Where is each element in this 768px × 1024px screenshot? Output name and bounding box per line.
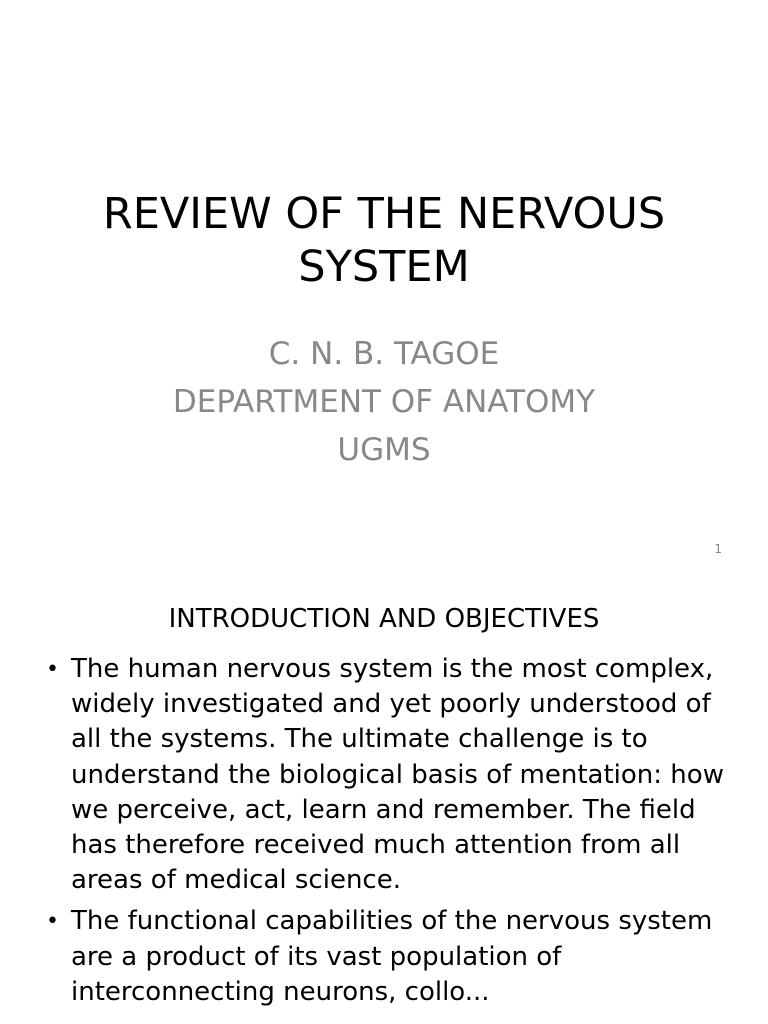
- slide-subtitle: [0, 330, 768, 474]
- author-name: C. N. B. TAGOE: [268, 336, 500, 372]
- bullet-item: [40, 652, 730, 898]
- bullet-text: The functional capabilities of the nervous system are a product of its vast population of interconnecting neurons, collo...: [71, 906, 713, 1007]
- institution-name: UGMS: [337, 432, 431, 468]
- bullet-text: The human nervous system is the most complex, widely investigated and yet poorly understood of all the systems. The ultimate challenge is to understand the biological basis of mentation: how we perceive, act, learn and remember. The field has therefore received much attention from all areas of medical science.: [71, 654, 724, 896]
- title-line-2: SYSTEM: [298, 242, 470, 292]
- title-line-1: REVIEW OF THE NERVOUS: [102, 189, 666, 239]
- department-name: DEPARTMENT OF ANATOMY: [172, 384, 596, 420]
- bullet-icon: •: [46, 657, 59, 682]
- bullet-icon: •: [46, 909, 59, 935]
- slide-title: [0, 188, 768, 294]
- page-number: 1: [714, 542, 722, 556]
- bullet-item: [40, 904, 730, 1010]
- bullet-list: [40, 652, 730, 1016]
- intro-slide: [0, 576, 768, 1024]
- slide-heading: INTRODUCTION AND OBJECTIVES: [168, 604, 600, 634]
